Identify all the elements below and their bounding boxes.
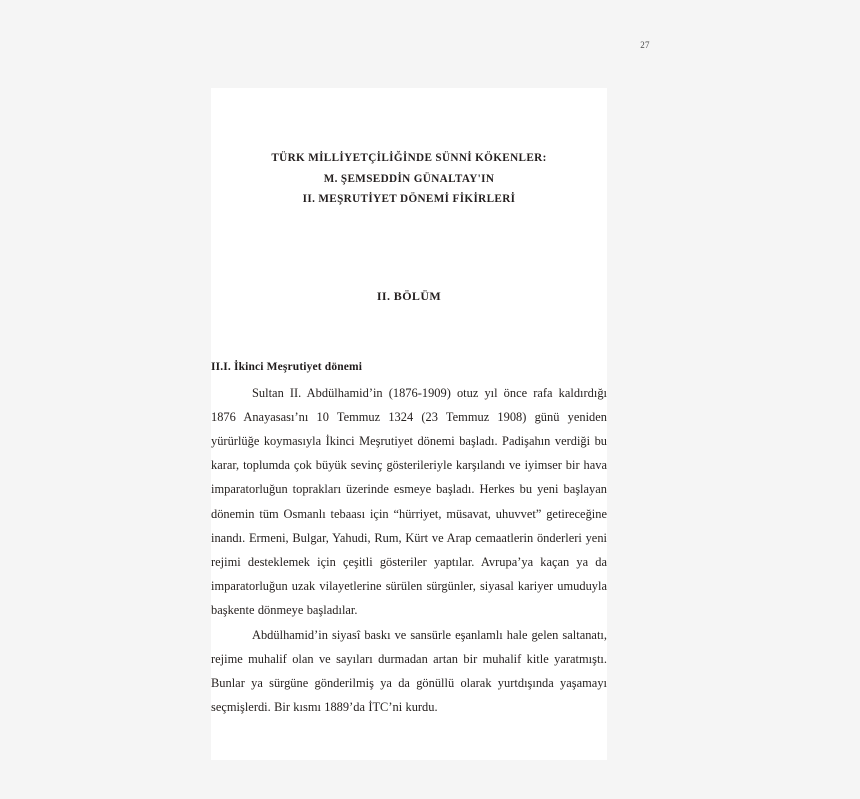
paragraph: Sultan II. Abdülhamid’in (1876-1909) otuz yıl önce rafa kaldırdığı 1876 Anayasası’nı 10 Temmuz 1324 (23 Temmuz 1908) günü yeniden yürürlüğe koymasıyla İkinci Meşrutiyet dönemi başladı. Padişahın verdiği bu karar, toplumda çok büyük sevinç gösterileriyle karşılandı ve iyimser bir hava imparatorluğun toprakları üzerinde esmeye başladı. Herkes bu yeni başlayan dönemin tüm Osmanlı tebaası için “hürriyet, müsavat, uhuvvet” getireceğine inandı. Ermeni, Bulgar, Yahudi, Rum, Kürt ve Arap cemaatlerin önderleri yeni rejimi desteklemek için çeşitli gösteriler yaptılar. Avrupa’ya kaçan ya da imparatorluğun uzak vilayetlerine sürülen sürgünler, siyasal kariyer umuduyla başkente dönmeye başladılar. (211, 385, 607, 618)
document-page (211, 88, 607, 760)
document-title (211, 148, 607, 210)
title-line-2: M. ŞEMSEDDİN GÜNALTAY'IN (323, 172, 495, 185)
title-line-3: II. MEŞRUTİYET DÖNEMİ FİKİRLERİ (302, 193, 516, 205)
section-heading: II.I. İkinci Meşrutiyet dönemi (211, 360, 363, 373)
body-text (211, 381, 607, 720)
title-line-1: TÜRK MİLLİYETÇİLİĞİNDE SÜNNİ KÖKENLER: (271, 152, 547, 164)
page-content (211, 88, 607, 719)
chapter-heading: II. BÖLÜM (376, 288, 442, 303)
page-number: 27 (640, 40, 650, 50)
paragraph: Abdülhamid’in siyasî baskı ve sansürle eşanlamlı hale gelen saltanatı, rejime muhalif olan ve sayıları durmadan artan bir muhalif kitle yaratmıştı. Bunlar ya sürgüne gönderilmiş ya da gönüllü olarak yurtdışında yaşamayı seçmişlerdi. Bir kısmı 1889’da İTC’ni kurdu. (211, 627, 607, 715)
